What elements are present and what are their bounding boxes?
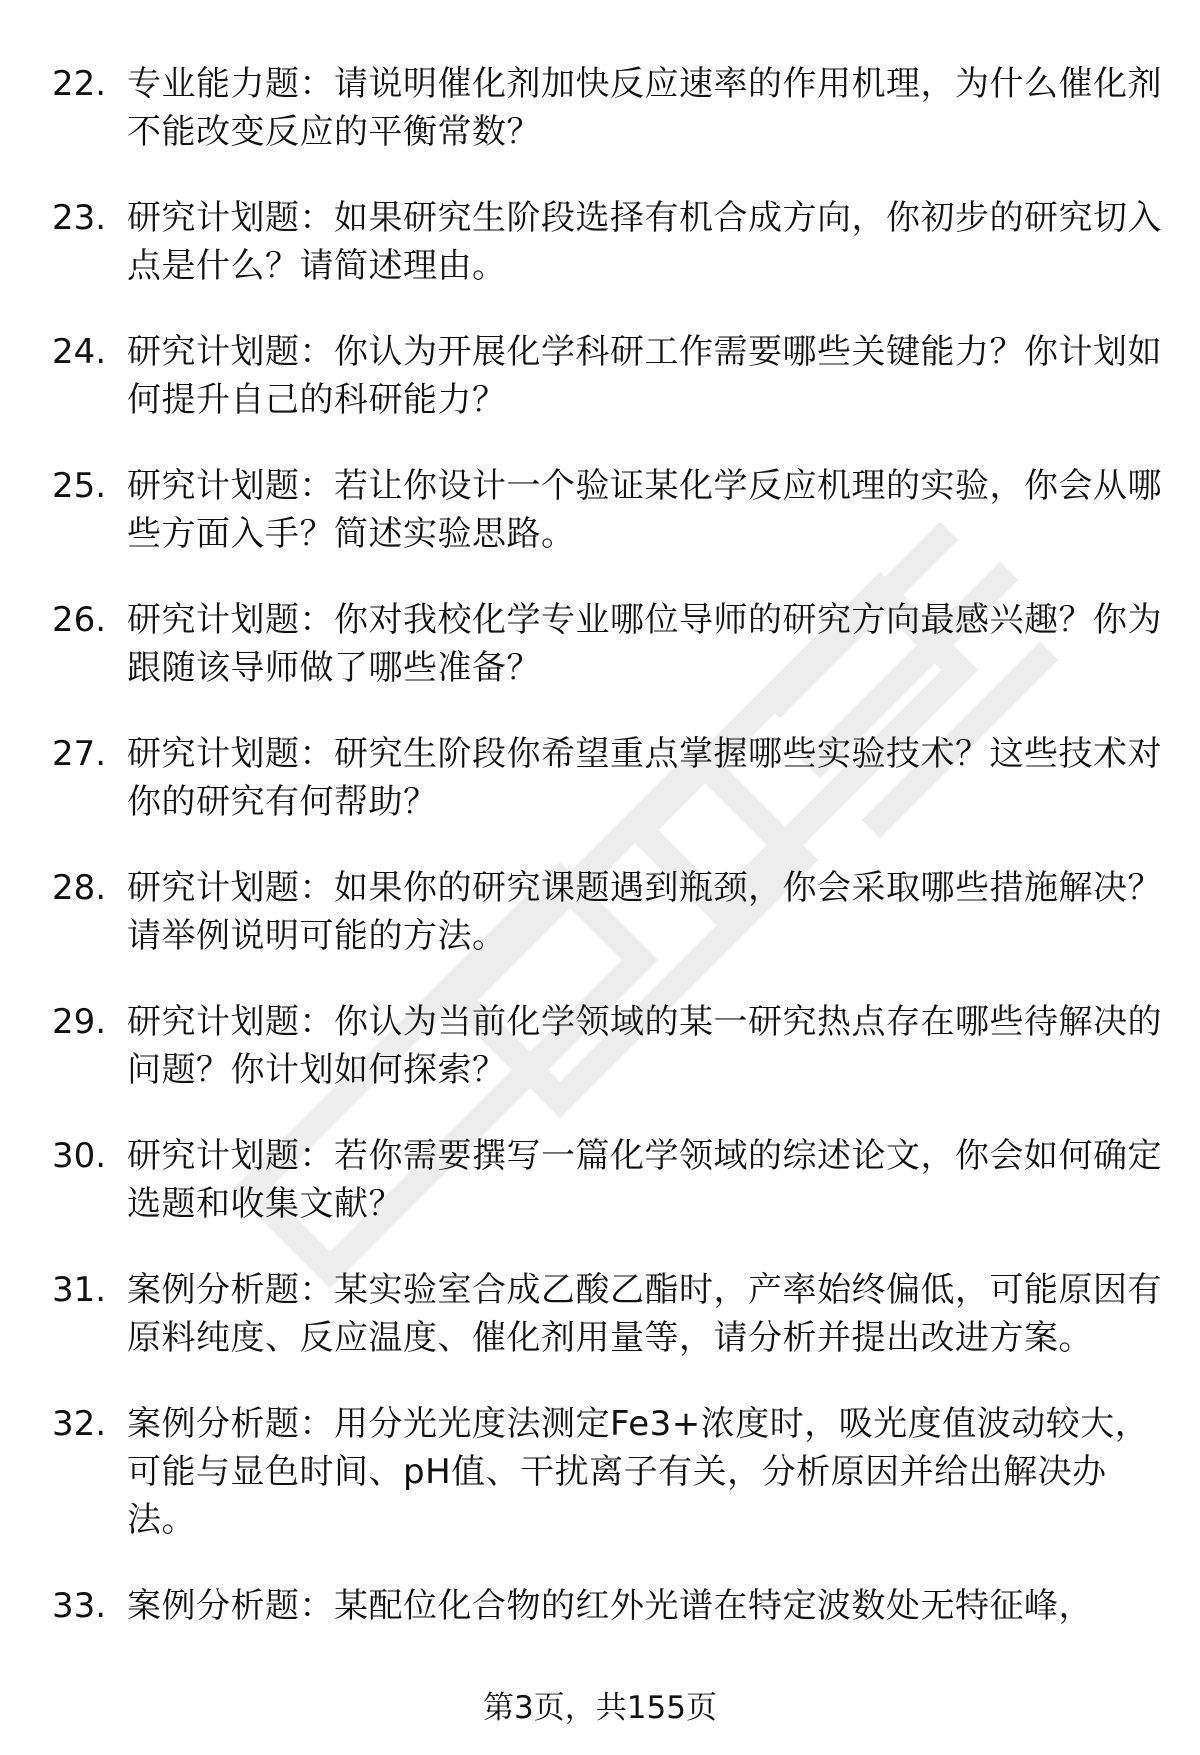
question-text: 研究计划题：若让你设计一个验证某化学反应机理的实验，你会从哪些方面入手？简述实验思路。 — [127, 466, 1162, 554]
question-number: 31. — [52, 1270, 107, 1310]
question-item — [52, 730, 1162, 826]
question-text: 案例分析题：某配位化合物的红外光谱在特定波数处无特征峰， — [127, 1586, 1093, 1626]
question-item — [52, 328, 1162, 424]
question-text: 研究计划题：你认为当前化学领域的某一研究热点存在哪些待解决的问题？你计划如何探索？ — [127, 1002, 1162, 1090]
question-item — [52, 194, 1162, 290]
question-item — [52, 1582, 1162, 1630]
question-text: 专业能力题：请说明催化剂加快反应速率的作用机理，为什么催化剂不能改变反应的平衡常数？ — [127, 64, 1162, 152]
question-number: 27. — [52, 734, 107, 774]
question-item — [52, 1266, 1162, 1362]
question-item — [52, 462, 1162, 558]
question-item — [52, 1400, 1162, 1544]
question-number: 30. — [52, 1136, 107, 1176]
page-footer: 第3页，共155页 — [483, 1690, 717, 1726]
question-item — [52, 998, 1162, 1094]
question-number: 26. — [52, 600, 107, 640]
question-number: 33. — [52, 1586, 107, 1626]
question-text: 案例分析题：用分光光度法测定Fe3+浓度时，吸光度值波动较大，可能与显色时间、pH值、干扰离子有关，分析原因并给出解决办法。 — [127, 1404, 1150, 1540]
question-text: 研究计划题：若你需要撰写一篇化学领域的综述论文，你会如何确定选题和收集文献？ — [127, 1136, 1162, 1224]
question-number: 22. — [52, 64, 107, 104]
question-text: 研究计划题：你对我校化学专业哪位导师的研究方向最感兴趣？你为跟随该导师做了哪些准备？ — [127, 600, 1162, 688]
question-text: 研究计划题：你认为开展化学科研工作需要哪些关键能力？你计划如何提升自己的科研能力？ — [127, 332, 1162, 420]
question-item — [52, 596, 1162, 692]
question-item — [52, 1132, 1162, 1228]
question-number: 29. — [52, 1002, 107, 1042]
question-text: 研究计划题：如果你的研究课题遇到瓶颈，你会采取哪些措施解决？请举例说明可能的方法。 — [127, 868, 1162, 956]
question-item — [52, 60, 1162, 156]
question-number: 32. — [52, 1404, 107, 1444]
question-text: 研究计划题：研究生阶段你希望重点掌握哪些实验技术？这些技术对你的研究有何帮助？ — [127, 734, 1162, 822]
question-number: 23. — [52, 198, 107, 238]
question-number: 24. — [52, 332, 107, 372]
question-text: 研究计划题：如果研究生阶段选择有机合成方向，你初步的研究切入点是什么？请简述理由。 — [127, 198, 1162, 286]
question-text: 案例分析题：某实验室合成乙酸乙酯时，产率始终偏低，可能原因有原料纯度、反应温度、催化剂用量等，请分析并提出改进方案。 — [127, 1270, 1162, 1358]
question-number: 28. — [52, 868, 107, 908]
question-number: 25. — [52, 466, 107, 506]
question-item — [52, 864, 1162, 960]
question-list — [52, 60, 1162, 1668]
